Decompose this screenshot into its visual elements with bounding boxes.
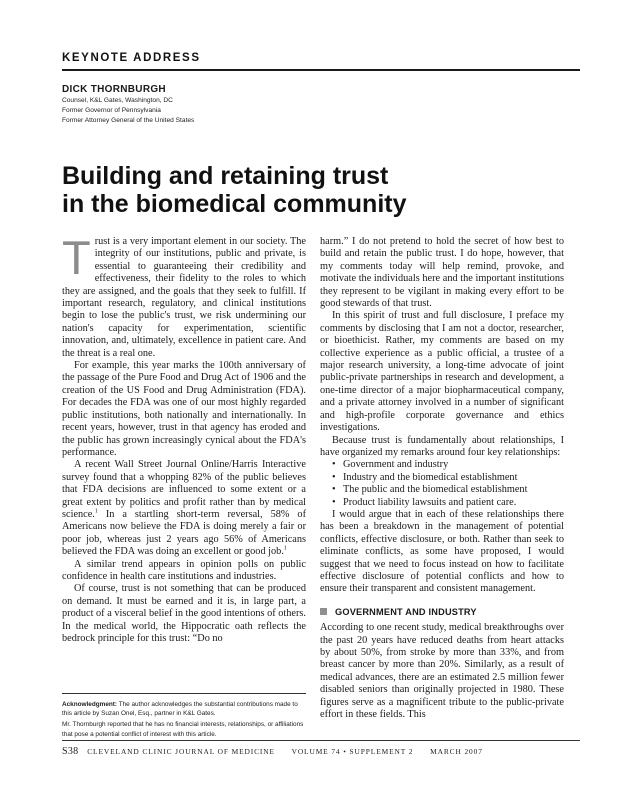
acknowledgment-box: [62, 693, 306, 741]
acknowledgment-text: The author acknowledges the substantial contributions made to this article by Suzan Onel, Esq., partner in K&L Gates.: [62, 701, 298, 718]
page-footer: [62, 746, 580, 757]
paragraph: [62, 231, 306, 360]
list-item-text: Industry and the biomedical establishment: [343, 471, 518, 483]
article-title: [62, 162, 582, 218]
paragraph: I would argue that in each of these relationships there has been a breakdown in the management of potential conflicts, effective disclosure, or both. Rather than seek to eliminate conflicts, as some have proposed, I would suggest that we need to focus instead on how to facilitate effective disclosure of potential conflicts and how to ensure their transparent and consistent management.: [320, 508, 564, 595]
list-item: [332, 472, 564, 484]
paragraph-text: rust is a very important element in our society. The integrity of our institutions, public and private, is essential to guaranteeing their credibility and effectiveness, their fidelity to the roles to which they are assigned, and the goals that they seek to fulfill. If important research, regulatory, and clinical institutions begin to lose the public's trust, we risk undermining our nation's capacity for experimentation, scientific innovation, and, ultimately, excellence in patient care. And the threat is a real one.: [62, 236, 306, 359]
list-item-text: The public and the biomedical establishment: [343, 484, 528, 496]
header-rule: [62, 69, 580, 71]
paragraph-text: In a startling short-term reversal, 58% of Americans now believe the FDA is doing merely a fair or poor job, whereas just 2 years ago 56% of Americans believed the FDA was doing an excellent or good job.: [62, 508, 306, 558]
bullet-icon: •: [332, 496, 336, 508]
author-name: DICK THORNBURGH: [62, 84, 166, 95]
left-column: [62, 231, 306, 645]
title-line-1: Building and retaining trust: [62, 162, 389, 190]
author-affiliation: Former Attorney General of the United States: [62, 117, 195, 124]
paragraph: Of course, trust is not something that can be produced on demand. It must be earned and it is, in large part, a product of a visceral belief in the good intentions of others. In the medical world, the Hippocratic oath reflects the bedrock principle for this trust: “Do no: [62, 583, 306, 644]
section-heading: [320, 606, 564, 618]
bullet-icon: •: [332, 484, 336, 496]
author-affiliation: Former Governor of Pennsylvania: [62, 107, 161, 114]
list-item-text: Government and industry: [343, 459, 449, 471]
paragraph: harm.” I do not pretend to hold the secret of how best to build and retain the public trust. I do hope, however, that my comments today will help remind, provoke, and motivate the individuals here and the important institutions they represent to be vigilant in making every effort to be good stewards of that trust.: [320, 236, 564, 310]
paragraph: [62, 459, 306, 558]
section-label: KEYNOTE ADDRESS: [62, 52, 201, 64]
reference-marker[interactable]: 1: [283, 545, 287, 552]
paragraph: Because trust is fundamentally about relationships, I have organized my remarks around four key relationships:: [320, 434, 564, 458]
journal-volume: VOLUME 74 • SUPPLEMENT 2: [291, 747, 414, 756]
list-item: [332, 459, 564, 471]
author-affiliation: Counsel, K&L Gates, Washington, DC: [62, 97, 173, 104]
disclosure: Mr. Thornburgh reported that he has no financial interests, relationships, or affiliations that pose a potential conflict of interest with this article.: [62, 721, 304, 738]
right-column: [320, 236, 564, 721]
square-bullet-icon: [320, 608, 327, 615]
section-heading-text: GOVERNMENT AND INDUSTRY: [335, 606, 477, 617]
paragraph-text: A recent Wall Street Journal Online/Harris Interactive survey found that a whopping 82% of the public believes that FDA decisions are influenced to some extent or a great extent by politics and profit rather than by medical science.: [62, 459, 306, 520]
reference-marker[interactable]: 1: [94, 508, 98, 515]
list-item: [332, 484, 564, 496]
bullet-icon: •: [332, 459, 336, 471]
paragraph: In this spirit of trust and full disclosure, I preface my comments by disclosing that I am not a doctor, researcher, or bioethicist. Rather, my comments are based on my collective experience as a public official, a trustee of a major research university, a long-time advocate of joint public-private partnerships in research and development, a one-time director of a major biopharmaceutical company, and a private attorney involved in a number of significant and high-profile corporate governance and ethics investigations.: [320, 310, 564, 434]
acknowledgment-label: Acknowledgment:: [62, 701, 118, 708]
journal-date: MARCH 2007: [430, 747, 483, 756]
journal-name: CLEVELAND CLINIC JOURNAL OF MEDICINE: [87, 747, 275, 756]
list-item-text: Product liability lawsuits and patient care.: [343, 496, 517, 508]
relationships-list: [320, 459, 564, 509]
paragraph: According to one recent study, medical breakthroughs over the past 20 years have reduced deaths from heart attacks by about 50%, from stroke by more than 33%, and from breast cancer by more than 20%. Similarly, as a result of medical advances, there are an estimated 2.5 million fewer disabled seniors than originally projected in 1980. These figures serve as a magnificent tribute to the public-private effort in these fields. This: [320, 622, 564, 721]
paragraph: For example, this year marks the 100th anniversary of the passage of the Pure Food and Drug Act of 1906 and the creation of the US Food and Drug Administration (FDA). For decades the FDA was one of our most highly regarded public institutions, both nationally and internationally. In recent years, however, trust in that agency has eroded and the public has grown increasingly cynical about the FDA's performance.: [62, 360, 306, 458]
footer-rule: [62, 740, 580, 741]
list-item: [332, 497, 564, 509]
drop-cap: T: [62, 231, 91, 284]
title-line-2: in the biomedical community: [62, 190, 407, 218]
author-block: [62, 84, 194, 126]
acknowledgment: [62, 700, 306, 718]
paragraph: A similar trend appears in opinion polls on public confidence in health care institutions and industries.: [62, 558, 306, 582]
bullet-icon: •: [332, 471, 336, 483]
page-number: S38: [62, 746, 79, 757]
